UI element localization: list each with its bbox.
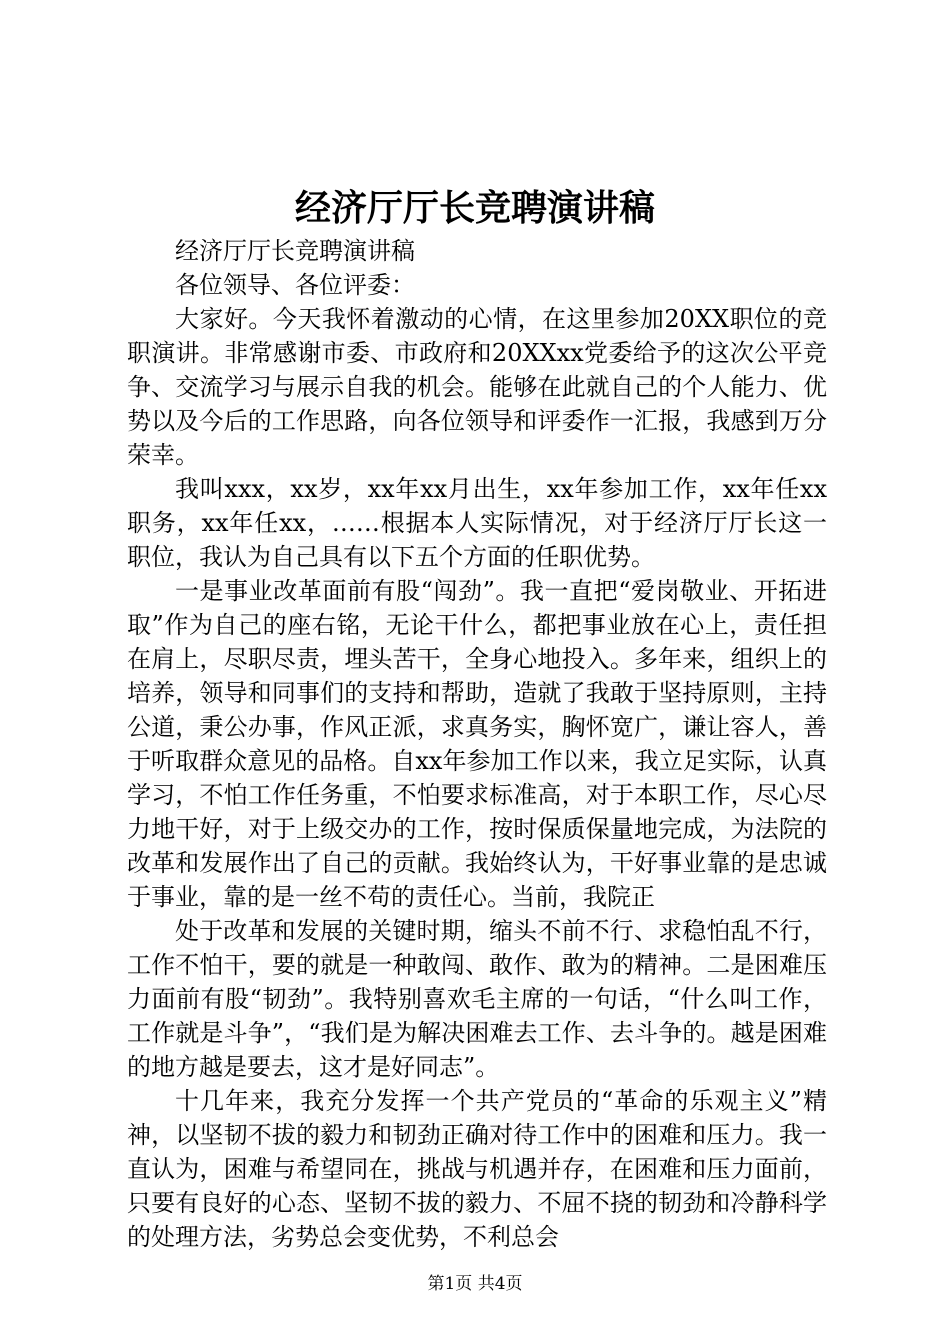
paragraph-advantage-two: 处于改革和发展的关键时期，缩头不前不行、求稳怕乱不行，工作不怕干，要的就是一种敢闯、敢作、敢为的精神。二是困难压力面前有股“韧劲”。我特别喜欢毛主席的一句话，“什么叫工作，工作就是斗争”，“我们是为解决困难去工作、去斗争的。越是困难的地方越是要去，这才是好同志”。 (127, 917, 827, 1081)
paragraph-heading: 经济厅厅长竞聘演讲稿 (175, 237, 415, 265)
paragraph-advantage-one: 一是事业改革面前有股“闯劲”。我一直把“爱岗敬业、开拓进取”作为自己的座右铭，无论干什么，都把事业放在心上，责任担在肩上，尽职尽责，埋头苦干，全身心地投入。多年来，组织上的培养，领导和同事们的支持和帮助，造就了我敢于坚持原则，主持公道，秉公办事，作风正派，求真务实，胸怀宽广，谦让容人，善于听取群众意见的品格。自xx年参加工作以来，我立足实际，认真学习，不怕工作任务重，不怕要求标准高，对于本职工作，尽心尽力地干好，对于上级交办的工作，按时保质保量地完成，为法院的改革和发展作出了自己的贡献。我始终认为，干好事业靠的是忠诚于事业，靠的是一丝不苟的责任心。当前，我院正 (127, 577, 827, 911)
paragraph-greeting: 大家好。今天我怀着激动的心情，在这里参加20XX职位的竞职演讲。非常感谢市委、市政府和20XXxx党委给予的这次公平竞争、交流学习与展示自我的机会。能够在此就自己的个人能力、优势以及今后的工作思路，向各位领导和评委作一汇报，我感到万分荣幸。 (127, 305, 827, 469)
paragraph-persistence: 十几年来，我充分发挥一个共产党员的“革命的乐观主义”精神，以坚韧不拔的毅力和韧劲正确对待工作中的困难和压力。我一直认为，困难与希望同在，挑战与机遇并存，在困难和压力面前，只要有良好的心态、坚韧不拔的毅力、不屈不挠的韧劲和冷静科学的处理方法，劣势总会变优势，不利总会 (127, 1087, 827, 1251)
document-body (127, 234, 827, 1254)
paragraph-self-intro: 我叫xxx，xx岁，xx年xx月出生，xx年参加工作，xx年任xx职务，xx年任xx，……根据本人实际情况，对于经济厅厅长这一职位，我认为自己具有以下五个方面的任职优势。 (127, 475, 827, 571)
paragraph-salutation: 各位领导、各位评委： (175, 271, 415, 299)
page-title: 经济厅厅长竞聘演讲稿 (294, 187, 655, 229)
page-footer: 第1页 共4页 (427, 1274, 523, 1294)
